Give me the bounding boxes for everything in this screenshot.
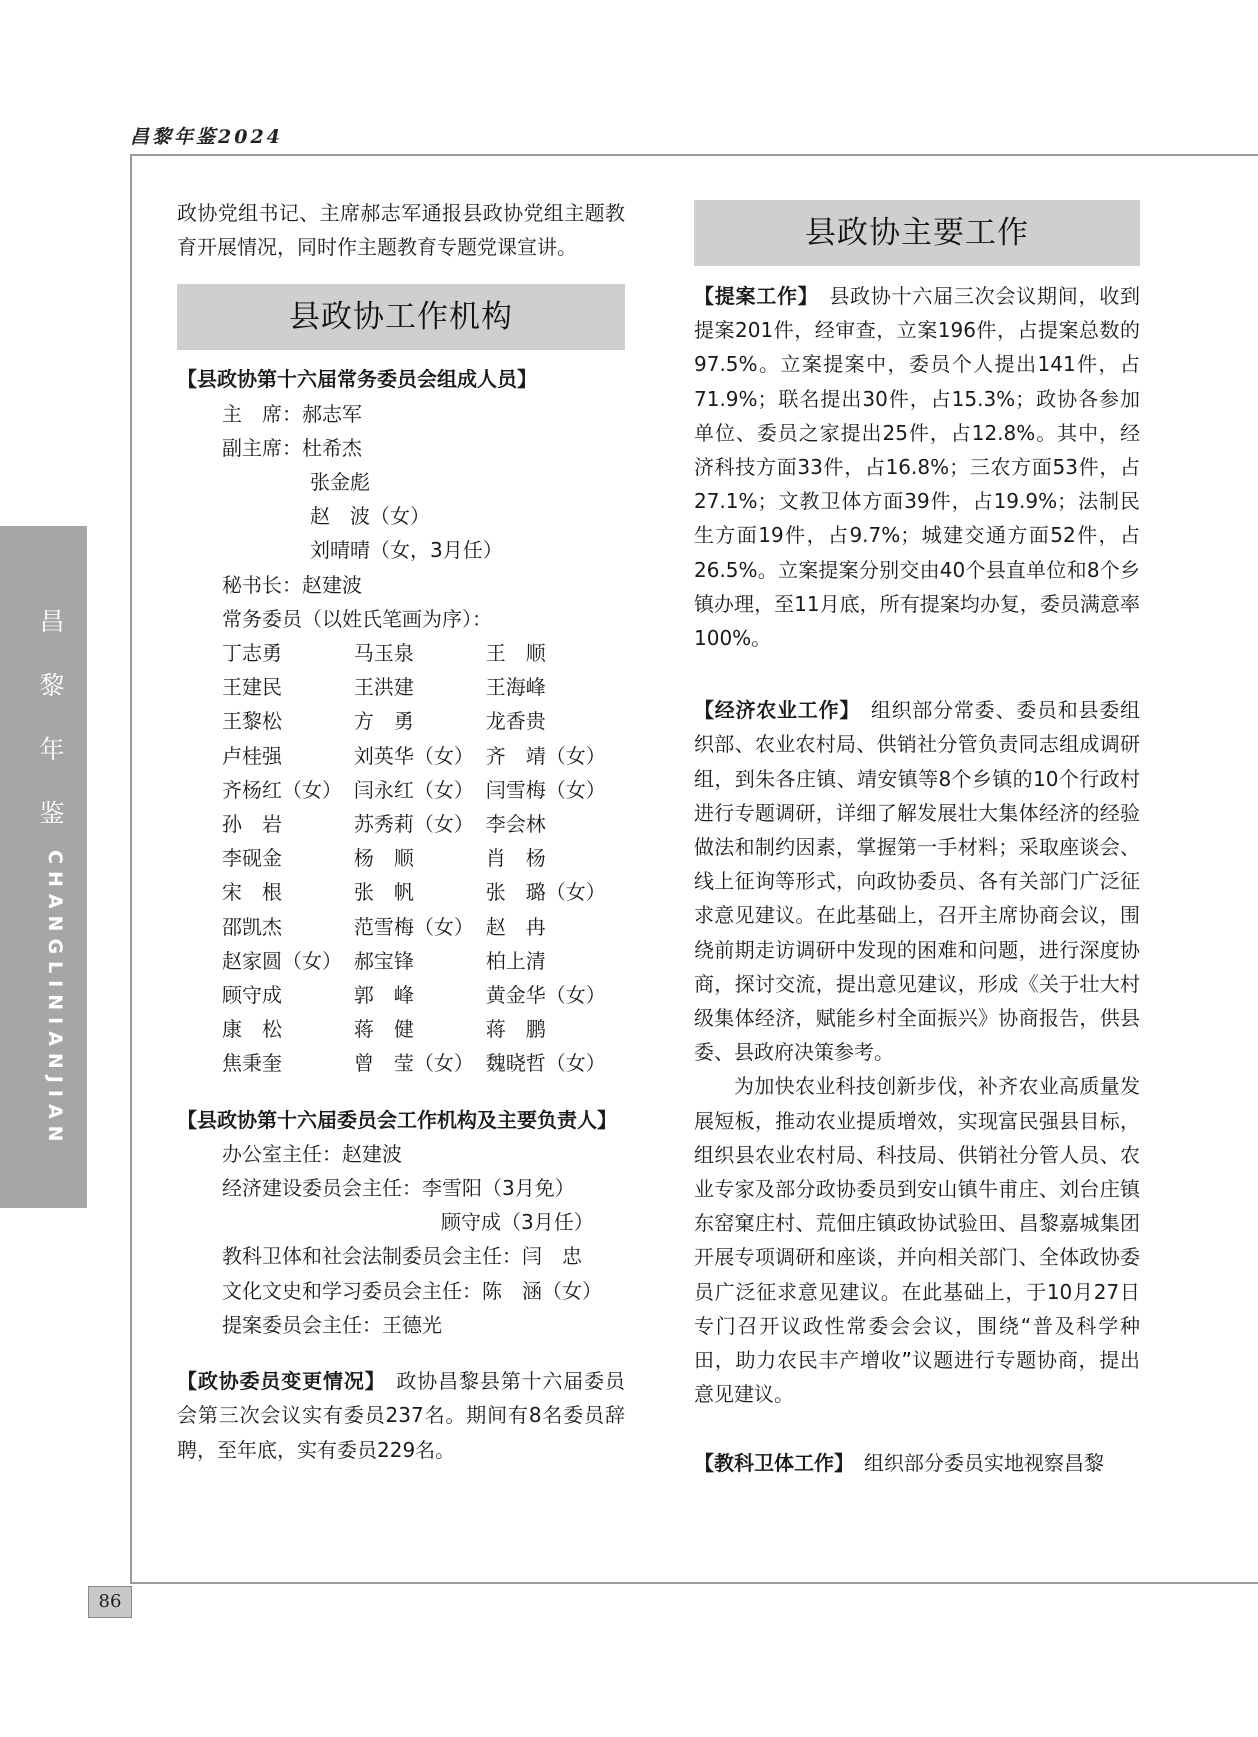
culture-committee-line: 文化文史和学习委员会主任：陈 涵（女） bbox=[222, 1278, 602, 1303]
member-row bbox=[177, 807, 625, 841]
member-name: 宋 根 bbox=[222, 880, 282, 905]
member-name: 王黎松 bbox=[222, 709, 282, 734]
member-name: 杨 顺 bbox=[353, 846, 414, 871]
members-grid bbox=[177, 636, 625, 1081]
member-row bbox=[177, 739, 625, 773]
member-name: 闫永红（女） bbox=[353, 777, 474, 802]
member-row bbox=[177, 773, 625, 807]
member-name: 范雪梅（女） bbox=[353, 914, 474, 939]
member-name: 郭 峰 bbox=[353, 983, 414, 1008]
member-row bbox=[177, 944, 625, 978]
member-name: 郝宝锋 bbox=[353, 948, 414, 973]
section-title-organization: 县政协工作机构 bbox=[177, 284, 625, 350]
member-name: 赵家圆（女） bbox=[222, 948, 342, 973]
member-name: 闫雪梅（女） bbox=[485, 777, 606, 802]
member-row bbox=[177, 910, 625, 944]
side-tab-title bbox=[36, 590, 68, 846]
member-row bbox=[177, 704, 625, 738]
member-name: 孙 岩 bbox=[222, 812, 282, 837]
member-name: 方 勇 bbox=[353, 709, 414, 734]
member-name: 王 顺 bbox=[485, 641, 546, 666]
side-tab-char: 鉴 bbox=[39, 799, 65, 828]
member-name: 蒋 鹏 bbox=[485, 1017, 546, 1042]
edu-heading: 【教科卫体工作】 bbox=[694, 1450, 844, 1475]
econ-committee-line: 经济建设委员会主任：李雪阳（3月免） bbox=[222, 1176, 575, 1201]
committee-heading: 【县政协第十六届常务委员会组成人员】 bbox=[177, 367, 537, 392]
vice-chair-line: 副主席：杜希杰 bbox=[222, 435, 362, 460]
econ-paragraph bbox=[694, 693, 1140, 1069]
proposal-committee-line: 提案委员会主任：王德光 bbox=[222, 1312, 442, 1337]
member-name: 李会林 bbox=[485, 812, 546, 837]
org-heading: 【县政协第十六届委员会工作机构及主要负责人】 bbox=[177, 1107, 617, 1132]
edu-law-committee-line: 教科卫体和社会法制委员会主任：闫 忠 bbox=[222, 1244, 582, 1269]
member-name: 李砚金 bbox=[222, 846, 282, 871]
member-row bbox=[177, 1012, 625, 1046]
member-name: 曾 莹（女） bbox=[353, 1051, 474, 1076]
secretary-line: 秘书长：赵建波 bbox=[222, 572, 362, 597]
side-tab-char: 黎 bbox=[39, 671, 65, 700]
member-name: 苏秀莉（女） bbox=[353, 812, 474, 837]
page-number: 86 bbox=[88, 1586, 132, 1618]
member-row bbox=[177, 978, 625, 1012]
member-name: 黄金华（女） bbox=[485, 983, 606, 1008]
members-label: 常务委员（以姓氏笔画为序）： bbox=[222, 606, 492, 631]
member-name: 柏上清 bbox=[485, 948, 546, 973]
member-name: 魏晓哲（女） bbox=[485, 1051, 606, 1076]
proposal-text: 县政协十六届三次会议期间，收到提案201件，经审查，立案196件，占提案总数的97.5%。立案提案中，委员个人提出141件，占71.9%；联名提出30件，占15.3%；政协各参加单位、委员之家提出25件，占12.8%。其中，经济科技方面33件，占16.8%；三农方面53件，占27.1%；文教卫体方面39件，占19.9%；法制民生方面19件，占9.7%；城建交通方面52件，占26.5%。立案提案分别交由40个县直单位和8个乡镇办理，至11月底，所有提案均办复，委员满意率100%。 bbox=[694, 284, 1141, 651]
econ-committee-line: 顾守成（3月任） bbox=[441, 1210, 594, 1235]
member-name: 焦秉奎 bbox=[222, 1051, 282, 1076]
side-tab-char: 年 bbox=[39, 735, 65, 764]
member-name: 马玉泉 bbox=[353, 641, 414, 666]
intro-paragraph: 政协党组书记、主席郝志军通报县政协党组主题教育开展情况，同时作主题教育专题党课宣讲。 bbox=[177, 201, 625, 260]
member-name: 张 璐（女） bbox=[485, 880, 606, 905]
member-name: 康 松 bbox=[222, 1017, 282, 1042]
left-column bbox=[177, 196, 625, 1467]
chair-line: 主 席：郝志军 bbox=[222, 401, 362, 426]
member-change-paragraph bbox=[177, 1364, 625, 1467]
member-name: 顾守成 bbox=[222, 983, 282, 1008]
edu-paragraph bbox=[694, 1446, 1140, 1480]
member-name: 丁志勇 bbox=[222, 641, 282, 666]
member-change-heading: 【政协委员变更情况】 bbox=[177, 1369, 376, 1394]
member-name: 卢桂强 bbox=[222, 743, 282, 768]
member-name: 齐 靖（女） bbox=[485, 743, 606, 768]
vice-chair-line: 赵 波（女） bbox=[310, 504, 430, 529]
member-name: 邵凯杰 bbox=[222, 914, 282, 939]
side-tab-char: 昌 bbox=[39, 607, 65, 636]
member-change-text: 政协昌黎县第十六届委员会第三次会议实有委员237名。期间有8名委员辞聘，至年底，实有委员229名。 bbox=[177, 1369, 626, 1462]
proposal-heading: 【提案工作】 bbox=[694, 284, 809, 308]
econ-heading: 【经济农业工作】 bbox=[694, 698, 851, 723]
member-name: 王洪建 bbox=[353, 675, 414, 700]
header-rule bbox=[130, 154, 1258, 156]
member-name: 王建民 bbox=[222, 675, 282, 700]
right-column bbox=[694, 279, 1140, 1480]
section-title-main-work: 县政协主要工作 bbox=[694, 200, 1140, 266]
member-name: 赵 冉 bbox=[485, 914, 546, 939]
member-name: 王海峰 bbox=[485, 675, 546, 700]
member-row bbox=[177, 1046, 625, 1080]
member-name: 刘英华（女） bbox=[353, 743, 474, 768]
office-director-line: 办公室主任：赵建波 bbox=[222, 1141, 402, 1166]
econ-text: 组织部分常委、委员和县委组织部、农业农村局、供销社分管负责同志组成调研组，到朱各庄镇、靖安镇等8个乡镇的10个行政村进行专题调研，详细了解发展壮大集体经济的经验做法和制约因素，掌握第一手材料；采取座谈会、线上征询等形式，向政协委员、各有关部门广泛征求意见建议。在此基础上，召开主席协商会议，围绕前期走访调研中发现的困难和问题，进行深度协商，探讨交流，提出意见建议，形成《关于壮大村级集体经济，赋能乡村全面振兴》协商报告，供县委、县政府决策参考。 bbox=[694, 698, 1141, 1065]
member-row bbox=[177, 875, 625, 909]
footer-rule bbox=[130, 1582, 1258, 1584]
left-margin-rule bbox=[130, 154, 132, 1584]
econ-paragraph-2: 为加快农业科技创新步伐，补齐农业高质量发展短板，推动农业提质增效，实现富民强县目标，组织县农业农村局、科技局、供销社分管人员、农业专家及部分政协委员到安山镇牛甫庄、刘台庄镇东窑窠庄村、荒佃庄镇政协试验田、昌黎嘉城集团开展专项调研和座谈，并向相关部门、全体政协委员广泛征求意见建议。在此基础上，于10月27日专门召开议政性常委会会议，围绕“普及科学种田，助力农民丰产增收”议题进行专题协商，提出意见建议。 bbox=[694, 1074, 1140, 1407]
member-name: 肖 杨 bbox=[485, 846, 546, 871]
member-name: 张 帆 bbox=[353, 880, 414, 905]
member-row bbox=[177, 841, 625, 875]
member-name: 蒋 健 bbox=[353, 1017, 414, 1042]
side-tab-pinyin: CHANGLINIANJIAN bbox=[44, 850, 66, 1149]
edu-text: 组织部分委员实地视察昌黎 bbox=[844, 1450, 1104, 1475]
vice-chair-line: 刘晴晴（女，3月任） bbox=[310, 538, 503, 563]
member-row bbox=[177, 636, 625, 670]
running-header: 昌黎年鉴2024 bbox=[130, 126, 283, 148]
member-row bbox=[177, 670, 625, 704]
member-name: 齐杨红（女） bbox=[222, 777, 342, 802]
vice-chair-line: 张金彪 bbox=[310, 470, 370, 495]
proposal-paragraph bbox=[694, 279, 1140, 655]
member-name: 龙香贵 bbox=[485, 709, 546, 734]
